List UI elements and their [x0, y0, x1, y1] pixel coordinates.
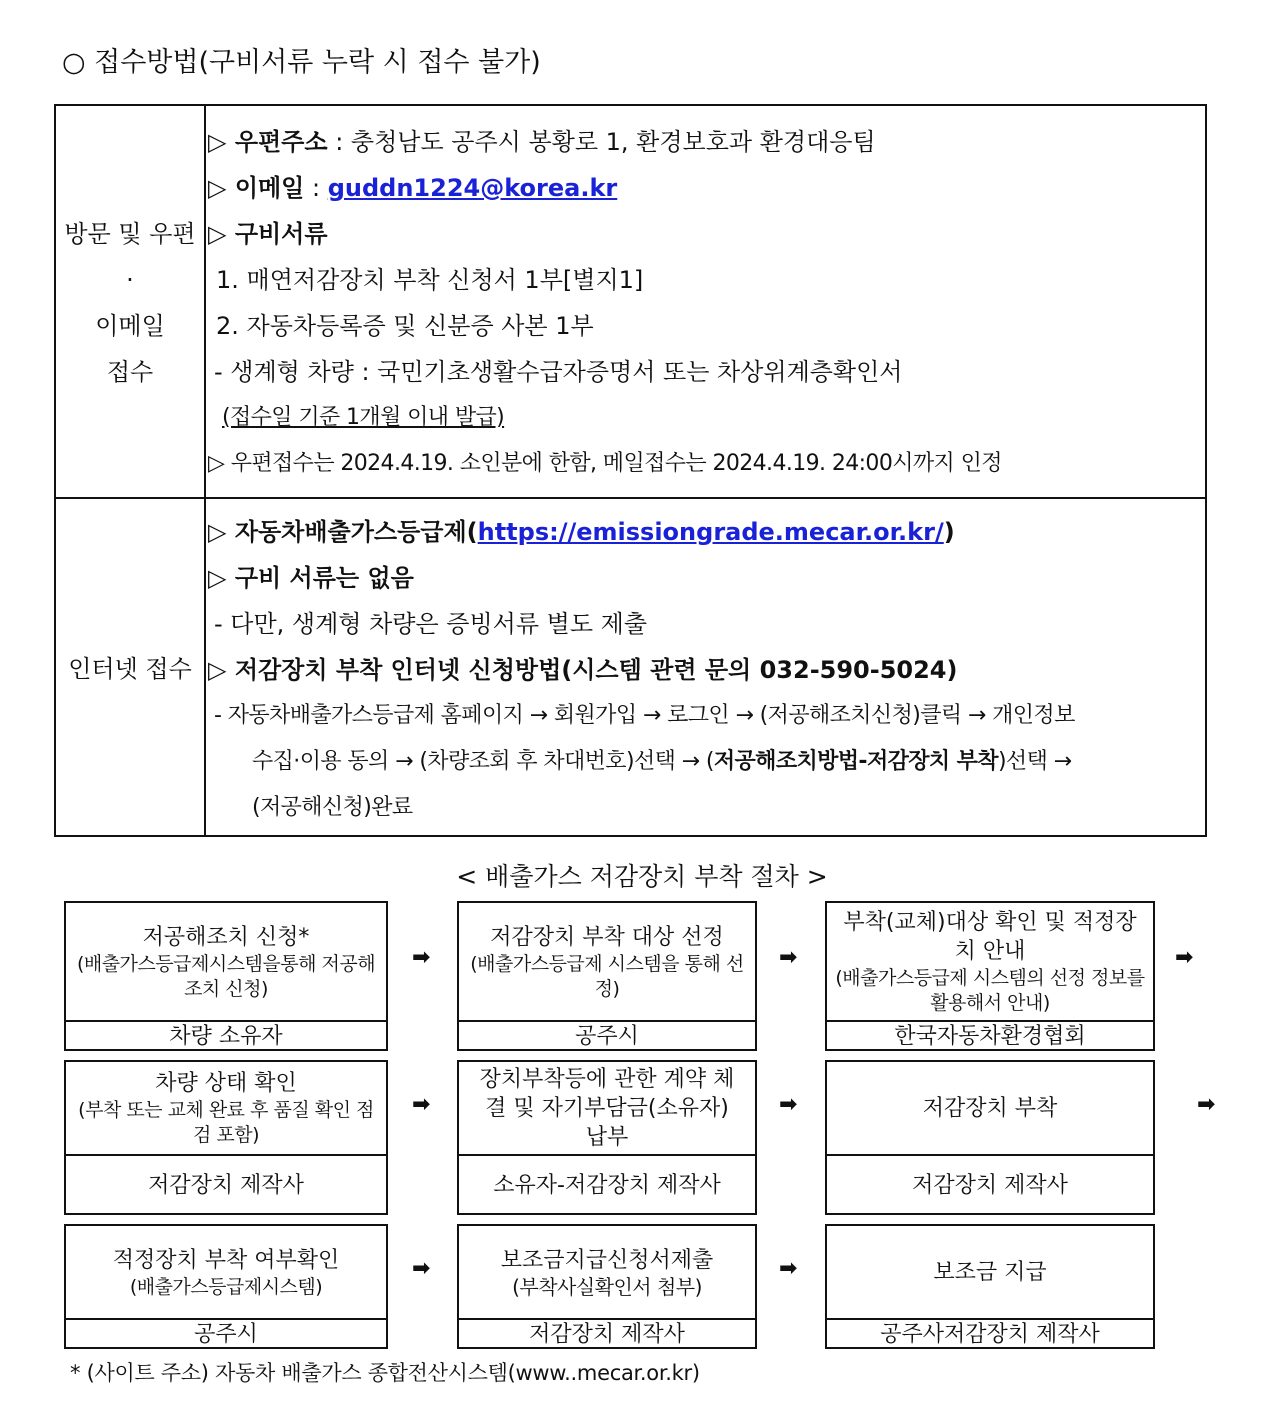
step-box: 저공해조치 신청* (배출가스등급제시스템을통해 저공해조치 신청) 차량 소유자 [64, 901, 388, 1051]
step-box: 부착(교체)대상 확인 및 적정장치 안내 (배출가스등급제 시스템의 선정 정보를 활용해서 안내) 한국자동차환경협회 [825, 901, 1155, 1051]
doc-note: (접수일 기준 1개월 이내 발급) [222, 405, 505, 430]
step-actor: 한국자동차환경협회 [894, 1023, 1086, 1049]
row-label-internet: 인터넷 접수 [68, 655, 192, 683]
site-line: ▷ 자동차배출가스등급제(https://emissiongrade.mecar.or.kr/) [208, 518, 955, 546]
doc-item-1: 1. 매연저감장치 부착 신청서 1부[별지1] [216, 266, 644, 294]
postal-address: ▷ 우편주소 : 충청남도 공주시 봉황로 1, 환경보호과 환경대응팀 [208, 128, 876, 156]
arrow-right-icon: ➡ [779, 945, 798, 970]
step-box: 적정장치 부착 여부확인 (배출가스등급제시스템) 공주시 [64, 1224, 388, 1349]
arrow-right-icon: ➡ [779, 1092, 798, 1117]
step-box: 보조금 지급 공주사저감장치 제작사 [825, 1224, 1155, 1349]
procedure-title: < 배출가스 저감장치 부착 절차 > [456, 862, 828, 891]
step-box: 차량 상태 확인 (부착 또는 교체 완료 후 품질 확인 점검 포함) 저감장치 제작사 [64, 1060, 388, 1215]
step-actor: 소유자-저감장치 제작사 [493, 1173, 721, 1198]
step-box: 저감장치 부착 대상 선정 (배출가스등급제 시스템을 통해 선정) 공주시 [457, 901, 757, 1051]
arrow-right-icon: ➡ [1197, 1092, 1216, 1117]
site-link[interactable]: https://emissiongrade.mecar.or.kr/ [477, 518, 944, 546]
docs-heading: ▷ 구비서류 [208, 220, 328, 248]
step-box: 보조금지급신청서제출 (부착사실확인서 첨부) 저감장치 제작사 [457, 1224, 757, 1349]
step-actor: 저감장치 제작사 [529, 1322, 685, 1347]
step-actor: 공주시 [575, 1023, 639, 1049]
step-actor: 차량 소유자 [169, 1023, 283, 1049]
step-actor: 공주시 [194, 1322, 258, 1347]
online-method: ▷ 저감장치 부착 인터넷 신청방법(시스템 관련 문의 032-590-5024) [208, 656, 958, 684]
step-actor: 공주사저감장치 제작사 [880, 1322, 1100, 1347]
arrow-right-icon: ➡ [1175, 945, 1194, 970]
deadline-note: ▷ 우편접수는 2024.4.19. 소인분에 한함, 메일접수는 2024.4.19. 24:00시까지 인정 [208, 451, 1002, 476]
row-label-visit: 방문 및 우편 · 이메일 접수 [64, 220, 196, 386]
arrow-right-icon: ➡ [412, 1256, 431, 1281]
arrow-right-icon: ➡ [412, 945, 431, 970]
doc-item-3: - 생계형 차량 : 국민기초생활수급자증명서 또는 차상위계층확인서 [214, 358, 903, 386]
email-line: ▷ 이메일 : guddn1224@korea.kr [208, 174, 618, 202]
table-divider [56, 497, 1205, 499]
section-heading: ○ 접수방법(구비서류 누락 시 접수 불가) [62, 47, 541, 78]
step-box: 장치부착등에 관한 계약 체결 및 자기부담금(소유자) 납부 소유자-저감장치 제작사 [457, 1060, 757, 1215]
step-actor: 저감장치 제작사 [912, 1173, 1068, 1198]
step-actor: 저감장치 제작사 [148, 1173, 304, 1198]
footnote: * (사이트 주소) 자동차 배출가스 종합전산시스템(www..mecar.or.kr) [70, 1361, 700, 1385]
email-link[interactable]: guddn1224@korea.kr [327, 174, 618, 202]
submission-table [54, 104, 1207, 837]
steps-line-2: 수집·이용 동의 → (차량조회 후 차대번호)선택 → (저공해조치방법-저감장치 부착)선택 → [252, 749, 1072, 774]
steps-line-1: - 자동차배출가스등급제 홈페이지 → 회원가입 → 로그인 → (저공해조치신청)클릭 → 개인정보 [214, 703, 1075, 728]
table-divider [204, 106, 206, 835]
arrow-right-icon: ➡ [779, 1256, 798, 1281]
step-box: 저감장치 부착 저감장치 제작사 [825, 1060, 1155, 1215]
no-docs-note: - 다만, 생계형 차량은 증빙서류 별도 제출 [214, 610, 648, 638]
arrow-right-icon: ➡ [412, 1092, 431, 1117]
doc-item-2: 2. 자동차등록증 및 신분증 사본 1부 [216, 312, 594, 340]
no-docs: ▷ 구비 서류는 없음 [208, 564, 414, 592]
steps-line-3: (저공해신청)완료 [252, 795, 413, 820]
